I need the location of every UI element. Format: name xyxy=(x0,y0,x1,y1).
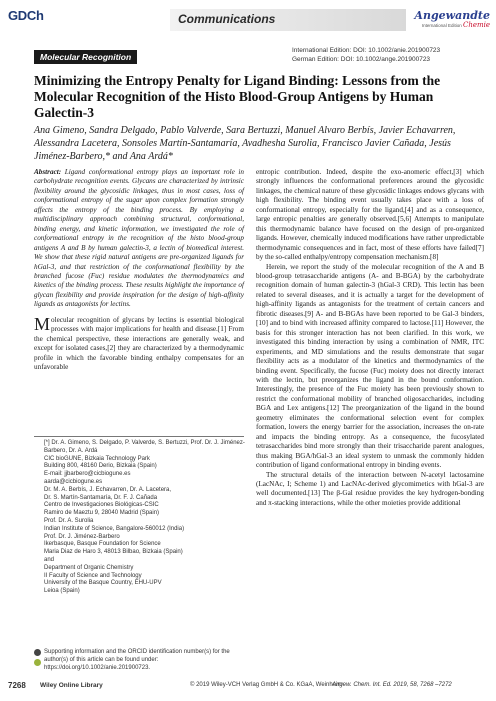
body-paragraph: The structural details of the interaction between N-acetyl lactosamine (LacNAc, I; Scheme 1) and LacNAc-derived glycomimetics with hGal-3 are well documented.[13] The β-Gal residue provides the key hydrogen-bonding and π-stacking interactions, while the other moieties provide additional xyxy=(256,470,484,507)
affiliation-line: Dr. S. Martín-Santamaría, Dr. F. J. Cañada xyxy=(44,494,158,501)
journal-logo xyxy=(412,9,490,29)
body-paragraph: Herein, we report the study of the molecular recognition of the A and B blood-group tetrasaccharide antigens (A- and B-BGA) by the carbohydrate recognition domain of human galectin-3 (hGal-3 CRD). This lectin has been related to several diseases, and it is actually a target for the development of high-affinity ligands as antagonists for the treatment of certain cancers and fibrotic diseases.[9] A- and B-BGAs have been reported to be Gal-3 binders,[10] and to bind with increased affinity compared to lactose.[11] However, the basis for this stronger interaction has not been clarified. In this work, we investigated this binding interaction by using a combination of NMR, ITC experiments, and MD simulations and the results demonstrate that sugar flexibility acts as a modulator of the kinetics and thermodynamics of the binding event. Specifically, the fucose (Fuc) moiety does not directly interact with the lectin, but preorganizes the ligand in the bound conformation. Interestingly, the presence of the Fuc moiety has been previously shown to restrict the conformational mobility of branched oligosaccharides, including BGA and Lex antigens.[12] The preorganization of the ligand in the bound geometry eliminates the conformational selection event for complex formation, lowers the energy barrier for the association, increases the on-rate and impacts the binding entropy. As a consequence, the fucosylated tetrasaccharides bind more strongly than their trisaccharide parent analogues, thus making BGA/hGal-3 an ideal system to unmask the commonly hidden contribution of ligand conformational entropy in binding events. xyxy=(256,262,484,470)
abstract xyxy=(34,168,244,310)
affiliation-line: Maria Diaz de Haro 3, 48013 Bilbao, Bizkaia (Spain) xyxy=(44,549,183,556)
affiliation-line: II Faculty of Science and Technology xyxy=(44,572,142,579)
section-title: Communications xyxy=(178,12,276,26)
orcid-icon xyxy=(34,659,41,666)
affiliation-line: Building 800, 48160 Derio, Bizkaia (Spain) xyxy=(44,463,157,470)
affiliation-line: Dr. M. A. Berbís, J. Echavarren, Dr. A. Lacetera, xyxy=(44,486,172,493)
affiliation-line: Ikerbasque, Basque Foundation for Science xyxy=(44,541,161,548)
body-paragraph: entropic contribution. Indeed, despite the exo-anomeric effect,[3] which strongly influences the conformational preferences around the glycosidic linkages, the chemical nature of these glycosidic linkages endows glycans with high flexibility. The binding event usually takes place with a loss of conformational entropy, especially for the ligand,[4] and as a consequence, large entropic penalties are generally observed.[5,6] Attempts to manipulate this thermodynamic balance have focused on the design of pre-organized ligands. However, chemically induced modifications have rather unpredictable thermodynamic consequences and in fact, most of these efforts have failed[7] by the so-called enthalpy/entropy compensation mechanism.[8] xyxy=(256,168,484,262)
copyright: © 2019 Wiley-VCH Verlag GmbH & Co. KGaA, Weinheim xyxy=(190,682,343,688)
affiliation-line: Indian Institute of Science, Bangalore-560012 (India) xyxy=(44,525,185,532)
journal-language: Chemie xyxy=(462,21,490,29)
journal-subtitle: International Edition xyxy=(421,23,462,28)
abstract-label: Abstract: xyxy=(34,168,62,176)
left-column xyxy=(34,168,244,373)
page-header xyxy=(0,0,496,38)
category-tag: Molecular Recognition xyxy=(34,50,137,64)
affiliation-line: Ramiro de Maeztu 9, 28040 Madrid (Spain) xyxy=(44,510,160,517)
journal-name: Angewandte xyxy=(414,9,490,22)
affiliation-line: University of the Basque Country, EHU-UPV xyxy=(44,580,162,587)
author-list: Ana Gimeno, Sandra Delgado, Pablo Valverde, Sara Bertuzzi, Manuel Alvaro Berbís, Javier Echavarren, Alessandra Lacetera, Sonsoles Martín-Santamaría, Avadhesha Surolia, Francisco Javier Cañada, Jesús Jiménez-Barbero,* and Ana Ardá* xyxy=(34,125,456,162)
drop-cap: M xyxy=(34,313,51,334)
page-footer xyxy=(0,681,496,695)
doi-german[interactable]: German Edition: DOI: 10.1002/ange.201900723 xyxy=(292,56,431,63)
intro-paragraph xyxy=(34,313,244,373)
affiliation-line: Department of Organic Chemistry xyxy=(44,564,134,571)
supporting-info-text[interactable]: Supporting information and the ORCID identification number(s) for the author(s) of this article can be found under: https://doi.org/10.1002/anie.201900723. xyxy=(44,649,230,671)
affiliation-line: Prof. Dr. A. Surolia xyxy=(44,517,94,524)
supporting-info xyxy=(34,649,249,672)
affiliations xyxy=(34,440,249,596)
publisher-logo xyxy=(8,8,44,23)
wiley-online-library-link[interactable]: Wiley Online Library xyxy=(40,682,103,689)
affiliation-email[interactable]: aarda@cicbiogune.es xyxy=(44,478,103,485)
affiliation-line: CIC bioGUNE, Bizkaia Technology Park xyxy=(44,455,150,462)
right-column xyxy=(256,168,484,508)
affiliation-line: Prof. Dr. J. Jiménez-Barbero xyxy=(44,533,120,540)
doi-international[interactable]: International Edition: DOI: 10.1002/anie.201900723 xyxy=(292,47,441,54)
abstract-text: Ligand conformational entropy plays an important role in carbohydrate recognition events. Glycans are characterized by intrinsic flexibility around the glycosidic linkages, thus in most cases, loss of conformational entropy of the sugar upon complex formation strongly affects the entropy of the binding process. By employing a multidisciplinary approach combining structural, conformational, binding energy, and kinetic information, we investigated the role of conformational entropy in the recognition of the histo blood-group antigens A and B by human galectin-3, a lectin of biomedical interest. We show that these rigid natural antigens are pre-organized ligands for hGal-3, and that restriction of the conformational flexibility by the branched fucose (Fuc) residue modulates the thermodynamics and kinetics of the binding process. These results highlight the importance of glycan flexibility and provide inspiration for the design of high-affinity ligands as antagonists for lectins. xyxy=(34,168,244,309)
doi-block xyxy=(292,46,492,64)
intro-text: olecular recognition of glycans by lectins is essential biological processes with major implications for health and disease.[1] From the chemical perspective, these interactions are generally weak, and except for isolated cases,[2] they are characterized by a thermodynamic profile in which the favorable binding enthalpy compensates for an unfavorable xyxy=(34,315,244,372)
footnote-divider xyxy=(34,436,244,437)
affiliation-line: [*] Dr. A. Gimeno, S. Delgado, P. Valverde, S. Bertuzzi, Prof. Dr. J. Jiménez-Barbero, Dr. A. Ardá xyxy=(44,440,245,454)
article-title: Minimizing the Entropy Penalty for Ligand Binding: Lessons from the Molecular Recognition of the Histo Blood-Group Antigens by Human Galectin-3 xyxy=(34,73,441,120)
page-number: 7268 xyxy=(8,681,26,690)
supporting-info-icon xyxy=(34,649,41,656)
section-banner xyxy=(170,9,406,31)
journal-citation: Angew. Chem. Int. Ed. 2019, 58, 7268 –7272 xyxy=(332,682,452,688)
affiliation-line: Centro de Investigaciones Biológicas-CSIC xyxy=(44,502,159,509)
publisher-name: GDCh xyxy=(8,8,44,23)
affiliation-line: and xyxy=(44,556,55,563)
affiliation-line: Leioa (Spain) xyxy=(44,588,80,595)
affiliation-email[interactable]: E-mail: jjbarbero@cicbiogune.es xyxy=(44,471,131,478)
